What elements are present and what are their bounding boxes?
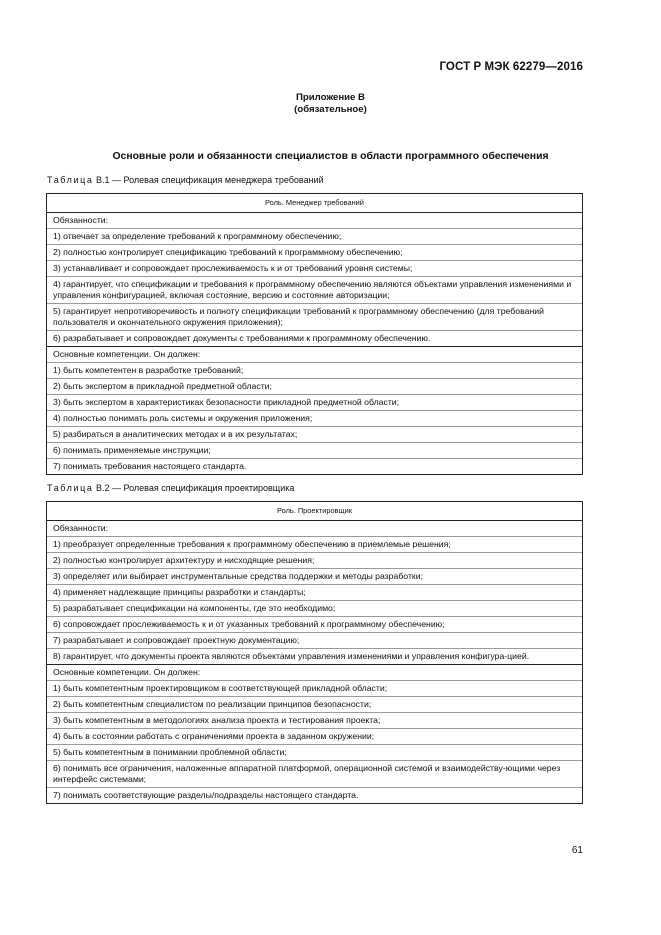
table1-competences-cell bbox=[47, 347, 583, 475]
table1-competence-item: 7) понимать требования настоящего стандарта. bbox=[53, 461, 247, 471]
table1-duty-item: 2) полностью контролирует спецификацию требований к программному обеспечению; bbox=[47, 245, 582, 261]
page-number: 61 bbox=[571, 845, 583, 856]
section-heading: Основные роли и обязанности специалистов в области программного обеспечения bbox=[112, 151, 549, 162]
table2-competence-item: 7) понимать соответствующие разделы/подразделы настоящего стандарта. bbox=[53, 790, 359, 800]
standard-code: ГОСТ Р МЭК 62279—2016 bbox=[439, 61, 583, 73]
table1-duty-item: 5) гарантирует непротиворечивость и полноту спецификации требований к программному обеспечению (для требований пользователя и окончательного окружения приложения); bbox=[47, 304, 582, 331]
table1-duty-item: 4) гарантирует, что спецификации и требования к программному обеспечению являются объектами управления изменениями и управления конфигурацией, включая состояние, версию и состояние авторизации; bbox=[47, 277, 582, 304]
table2-competence-item: 4) быть в состоянии работать с ограничениями проекта в заданном окружении; bbox=[47, 729, 582, 745]
appendix-subtitle: (обязательное) bbox=[294, 104, 367, 115]
table2-duty-item: 7) разрабатывает и сопровождает проектную документацию; bbox=[47, 633, 582, 649]
table1-competence-item: 3) быть экспертом в характеристиках безопасности прикладной предметной области; bbox=[47, 395, 582, 411]
table2 bbox=[46, 501, 583, 804]
table2-caption-text: В.2 — Ролевая спецификация проектировщика bbox=[93, 483, 295, 493]
table2-caption-word: Таблица bbox=[47, 483, 94, 493]
table1-competence-item: 6) понимать применяемые инструкции; bbox=[47, 443, 582, 459]
table2-duty-item: 1) преобразует определенные требования к программному обеспечению в приемлемые решения; bbox=[47, 537, 582, 553]
table1 bbox=[46, 193, 583, 475]
table1-competence-item: 4) полностью понимать роль системы и окружения приложения; bbox=[47, 411, 582, 427]
appendix-title-block bbox=[0, 92, 661, 116]
table2-competence-item: 2) быть компетентным специалистом по реализации принципов безопасности; bbox=[47, 697, 582, 713]
table1-role-header: Роль. Менеджер требований bbox=[47, 194, 583, 213]
table1-competence-item: 2) быть экспертом в прикладной предметной области; bbox=[47, 379, 582, 395]
table1-caption-word: Таблица bbox=[47, 175, 94, 185]
table1-duty-item: 1) отвечает за определение требований к программному обеспечению; bbox=[47, 229, 582, 245]
table2-role-header: Роль. Проектировщик bbox=[47, 502, 583, 521]
table1-caption-text: В.1 — Ролевая спецификация менеджера требований bbox=[93, 175, 324, 185]
table2-duty-item: 5) разрабатывает спецификации на компоненты, где это необходимо; bbox=[47, 601, 582, 617]
table1-competence-item: 5) разбираться в аналитических методах и в их результатах; bbox=[47, 427, 582, 443]
table1-duty-item: 6) разрабатывает и сопровождает документы с требованиями к программному обеспечению. bbox=[53, 333, 431, 343]
table2-competences-heading: Основные компетенции. Он должен: bbox=[47, 665, 582, 681]
appendix-title: Приложение В bbox=[296, 92, 365, 103]
table1-duties-cell bbox=[47, 213, 583, 347]
table2-duty-item: 4) применяет надлежащие принципы разработки и стандарты; bbox=[47, 585, 582, 601]
table2-duty-item: 2) полностью контролирует архитектуру и нисходящие решения; bbox=[47, 553, 582, 569]
table1-competences-heading: Основные компетенции. Он должен: bbox=[47, 347, 582, 363]
table2-caption bbox=[47, 483, 294, 494]
table2-duty-item: 6) сопровождает прослеживаемость к и от указанных требований к программному обеспечению; bbox=[47, 617, 582, 633]
table2-duties-heading: Обязанности: bbox=[47, 521, 582, 537]
table1-duties-heading: Обязанности: bbox=[47, 213, 582, 229]
table1-caption bbox=[47, 175, 324, 186]
table2-duty-item: 3) определяет или выбирает инструментальные средства поддержки и методы разработки; bbox=[47, 569, 582, 585]
table2-competence-item: 5) быть компетентным в понимании проблемной области; bbox=[47, 745, 582, 761]
table2-competence-item: 3) быть компетентным в методологиях анализа проекта и тестирования проекта; bbox=[47, 713, 582, 729]
table2-competence-item: 6) понимать все ограничения, наложенные аппаратной платформой, операционной системой и взаимодейству-ющими через интерфейс системами; bbox=[47, 761, 582, 788]
table2-duties-cell bbox=[47, 521, 583, 665]
table2-competences-cell bbox=[47, 665, 583, 804]
table1-competence-item: 1) быть компетентен в разработке требований; bbox=[47, 363, 582, 379]
table2-competence-item: 1) быть компетентным проектировщиком в соответствующей прикладной области; bbox=[47, 681, 582, 697]
table1-duty-item: 3) устанавливает и сопровождает прослеживаемость к и от требований уровня системы; bbox=[47, 261, 582, 277]
table2-duty-item: 8) гарантирует, что документы проекта являются объектами управления изменениями и управления конфигура-цией. bbox=[53, 651, 530, 661]
